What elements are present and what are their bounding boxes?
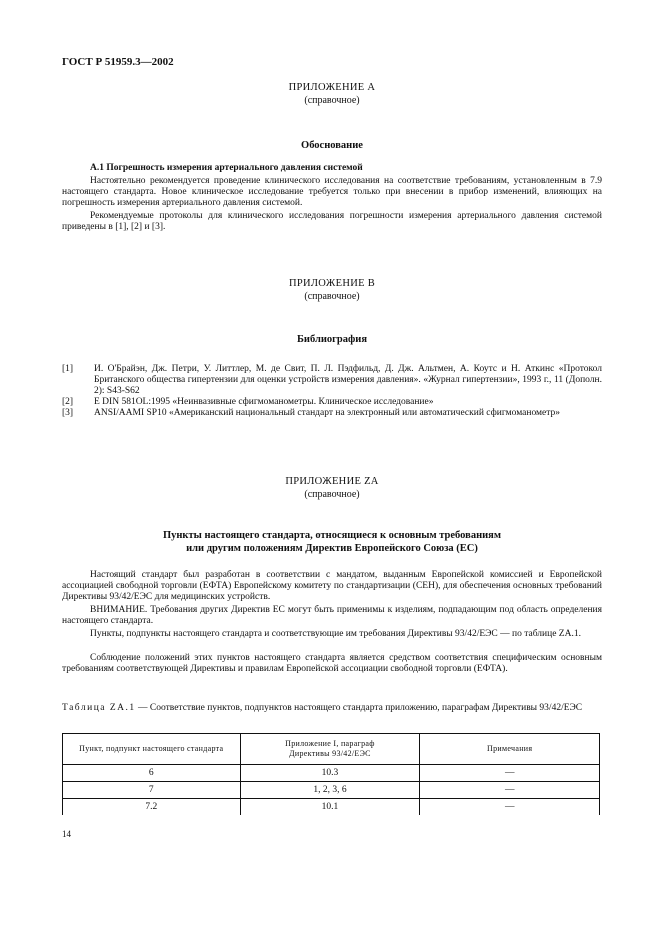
annex-b-heading: Библиография bbox=[296, 334, 368, 345]
bibliography-item bbox=[62, 408, 602, 419]
header-notes: Примечания bbox=[420, 734, 600, 765]
annex-b-title: ПРИЛОЖЕНИЕ В bbox=[288, 278, 376, 289]
table-caption-label: Таблица ZA.1 bbox=[62, 703, 136, 713]
table-cell: 10.1 bbox=[240, 799, 420, 816]
annex-a-paragraph-2: Рекомендуемые протоколы для клинического исследования погрешности измерения артериального давления системой приведены в [1], [2] и [3]. bbox=[62, 211, 602, 232]
table-cell: — bbox=[420, 765, 600, 782]
page-number: 14 bbox=[62, 829, 71, 839]
table-cell: 6 bbox=[63, 765, 241, 782]
annex-a-paragraph-1: Настоятельно рекомендуется проведение клинического исследования на соответствие требованиям, установленным в 7.9 настоящего стандарта. Новое клиническое исследование требуется только при внесении в прибор изменений, влияющих на погрешность измерения артериального давления системой. bbox=[62, 176, 602, 208]
annex-za-paragraph-1: Настоящий стандарт был разработан в соответствии с мандатом, выданным Европейской комиссией и Европейской ассоциацией свободной торговли (ЕФТА) Европейскому комитету по стандартизации (СЕН), для обеспечения основных требований Директивы 93/42/ЕЭС для медицинских устройств. bbox=[62, 570, 602, 602]
bibliography-number: [3] bbox=[62, 408, 74, 418]
table-cell: 7.2 bbox=[63, 799, 241, 816]
bibliography-list bbox=[62, 364, 602, 419]
bibliography-text: ANSI/AAMI SP10 «Американский национальный стандарт на электронный или автоматический сфигмоманометр» bbox=[94, 408, 561, 418]
table-cell: — bbox=[420, 799, 600, 816]
annex-za-heading-line-1: Пункты настоящего стандарта, относящиеся к основным требованиям bbox=[162, 530, 502, 541]
table-header-row bbox=[63, 734, 600, 765]
table-cell: 1, 2, 3, 6 bbox=[240, 782, 420, 799]
table-caption-text: — Соответствие пунктов, подпунктов настоящего стандарта приложению, параграфам Директивы 93/42/ЕЭС bbox=[135, 703, 583, 713]
annex-b-subtitle: (справочное) bbox=[304, 291, 360, 302]
table-caption bbox=[62, 703, 602, 714]
annex-a-subheading: А.1 Погрешность измерения артериального давления системой bbox=[90, 163, 363, 173]
standard-code: ГОСТ Р 51959.3—2002 bbox=[62, 56, 174, 68]
header-directive-text: Приложение I, параграф Директивы 93/42/ЕЭС bbox=[285, 739, 375, 758]
table-cell: — bbox=[420, 782, 600, 799]
bibliography-text: И. О'Брайэн, Дж. Петри, У. Литтлер, М. де Свит, П. Л. Пэдфильд, Д. Дж. Альтмен, А. Коутс и Н. Аткинс «Протокол Британского общества гипертензии для оценки устройств измерения давления». «Журнал гипертензии», 1993 г., 11 (Дополн. 2): S43-S62 bbox=[94, 364, 602, 396]
header-clause: Пункт, подпункт настоящего стандарта bbox=[63, 734, 241, 765]
annex-a-subtitle: (справочное) bbox=[304, 95, 360, 106]
bibliography-item bbox=[62, 364, 602, 397]
bibliography-number: [2] bbox=[62, 397, 74, 407]
annex-za-paragraph-2: ВНИМАНИЕ. Требования других Директив ЕС могут быть применимы к изделиям, подпадающим под область определения настоящего стандарта. bbox=[62, 605, 602, 626]
annex-a-title: ПРИЛОЖЕНИЕ А bbox=[288, 82, 376, 93]
bibliography-text: Е DIN 581OL:1995 «Неинвазивные сфигмоманометры. Клиническое исследование» bbox=[94, 397, 434, 407]
table-row bbox=[63, 782, 600, 799]
annex-a-heading: Обоснование bbox=[301, 140, 363, 151]
annex-za-heading-line-2: или другим положениям Директив Европейского Союза (ЕС) bbox=[186, 543, 478, 554]
annex-za-title: ПРИЛОЖЕНИЕ ZA bbox=[285, 476, 379, 487]
table-cell: 10.3 bbox=[240, 765, 420, 782]
annex-za-paragraph-3: Пункты, подпункты настоящего стандарта и соответствующие им требования Директивы 93/42/ЕЭС — по таблице ZA.1. bbox=[90, 629, 581, 639]
annex-za-paragraph-4: Соблюдение положений этих пунктов настоящего стандарта является средством соответствия специфическим основным требованиям соответствующей Директивы и правилам Европейской ассоциации свободной торговли (ЕФТА). bbox=[62, 653, 602, 674]
table-row bbox=[63, 765, 600, 782]
bibliography-number: [1] bbox=[62, 364, 74, 374]
bibliography-item bbox=[62, 397, 602, 408]
table-cell: 7 bbox=[63, 782, 241, 799]
header-directive-paragraph bbox=[240, 734, 420, 765]
table-row bbox=[63, 799, 600, 816]
annex-za-subtitle: (справочное) bbox=[304, 489, 360, 500]
correspondence-table bbox=[62, 733, 600, 815]
